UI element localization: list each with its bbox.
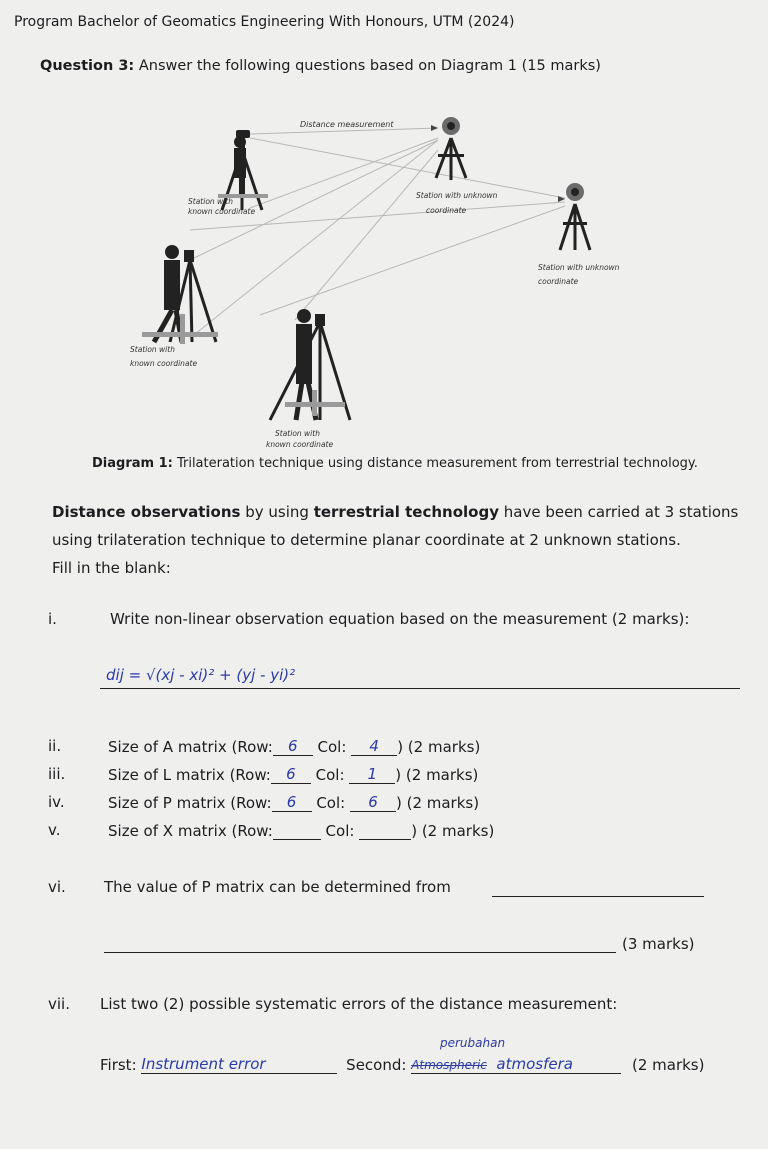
unknown-station-2-line-1: Station with unknown (538, 263, 620, 272)
unknown-station-2-figure (560, 183, 590, 250)
known-station-2-line-2: known coordinate (130, 359, 198, 368)
question-ii-suffix: ) (2 marks) (397, 738, 481, 756)
question-vi-text: The value of P matrix can be determined from (104, 878, 451, 896)
second-error-label: Second: (346, 1056, 412, 1074)
distance-label: Distance measurement (300, 120, 394, 129)
question-i-answer: dij = √(xj - xi)² + (yj - yi)² (106, 666, 296, 684)
second-error-note: perubahan (440, 1036, 506, 1050)
unknown-station-1-line-2: coordinate (426, 206, 467, 215)
x-matrix-col-blank[interactable] (359, 821, 411, 840)
question-vii-text: List two (2) possible systematic errors of the distance measurement: (100, 995, 618, 1013)
question-vii-answers (100, 1055, 740, 1074)
question-iii-suffix: ) (2 marks) (395, 766, 479, 784)
known-station-1-line-1: Station with (188, 197, 233, 206)
question-v-prefix: Size of X matrix (Row: (108, 822, 273, 840)
question-ii-col-label: Col: (312, 738, 352, 756)
question-iv-col-label: Col: (311, 794, 350, 812)
unknown-station-2-line-2: coordinate (538, 277, 579, 286)
page-header: Program Bachelor of Geomatics Engineering With Honours, UTM (2024) (14, 14, 515, 30)
intro-paragraph (52, 498, 752, 554)
question-v-col-label: Col: (320, 822, 360, 840)
fill-instruction: Fill in the blank: (52, 559, 171, 577)
question-vi-blank-1[interactable] (492, 896, 704, 897)
known-station-3-figure (270, 309, 350, 420)
p-matrix-row-answer: 6 (272, 793, 312, 812)
question-v-suffix: ) (2 marks) (411, 822, 495, 840)
question-ii-prefix: Size of A matrix (Row: (108, 738, 273, 756)
question-iii-col-label: Col: (310, 766, 350, 784)
first-error-label: First: (100, 1056, 142, 1074)
question-iv-suffix: ) (2 marks) (395, 794, 480, 812)
p-matrix-col-answer: 6 (350, 793, 396, 812)
intro-bold-2: terrestrial technology (313, 503, 499, 521)
question-iii-text (108, 765, 478, 784)
intro-text-1: by using (240, 503, 314, 521)
first-error-answer: Instrument error (141, 1055, 337, 1074)
question-vii-number: vii. (48, 995, 70, 1013)
a-matrix-row-answer: 6 (273, 737, 313, 756)
second-error-answer-field (411, 1055, 621, 1074)
a-matrix-col-answer: 4 (351, 737, 397, 756)
question-vi-blank-2[interactable] (104, 952, 616, 953)
x-matrix-row-blank[interactable] (273, 821, 321, 840)
second-error-answer: atmosfera (496, 1055, 573, 1073)
question-vi-number: vi. (48, 878, 66, 896)
question-iv-prefix: Size of P matrix (Row: (108, 794, 272, 812)
question-i-number: i. (48, 610, 57, 628)
question-text: Answer the following questions based on Diagram 1 (15 marks) (134, 58, 601, 74)
question-ii-text (108, 737, 480, 756)
trilateration-diagram (120, 110, 660, 460)
second-error-struck: Atmospheric (411, 1058, 487, 1072)
question-iv-text (108, 793, 479, 812)
caption-label: Diagram 1: (92, 456, 173, 471)
known-station-1-line-2: known coordinate (188, 207, 256, 216)
question-iii-number: iii. (48, 765, 66, 783)
question-i-text: Write non-linear observation equation based on the measurement (2 marks): (110, 610, 690, 628)
question-label: Question 3: (40, 58, 135, 74)
l-matrix-col-answer: 1 (349, 765, 395, 784)
question-iii-prefix: Size of L matrix (Row: (108, 766, 271, 784)
question-iv-number: iv. (48, 793, 65, 811)
intro-text-2: have been carried at 3 stations using trilateration technique to determine planar coordinate at 2 unknown stations. (52, 503, 739, 549)
question-vii-marks: (2 marks) (631, 1056, 705, 1074)
question-vi-marks: (3 marks) (622, 935, 695, 953)
question-i-answer-line (100, 666, 740, 689)
question-title (40, 58, 601, 74)
caption-text: Trilateration technique using distance measurement from terrestrial technology. (172, 456, 698, 471)
known-station-3-line-1: Station with (275, 429, 320, 438)
diagram-caption (92, 456, 698, 471)
known-station-2-line-1: Station with (130, 345, 175, 354)
unknown-station-1-figure (436, 117, 466, 180)
known-station-2-figure (142, 245, 218, 344)
question-ii-number: ii. (48, 737, 62, 755)
question-v-number: v. (48, 821, 61, 839)
question-v-text (108, 821, 494, 840)
intro-bold-1: Distance observations (52, 503, 241, 521)
l-matrix-row-answer: 6 (271, 765, 311, 784)
unknown-station-1-line-1: Station with unknown (416, 191, 498, 200)
known-station-3-line-2: known coordinate (266, 440, 334, 449)
